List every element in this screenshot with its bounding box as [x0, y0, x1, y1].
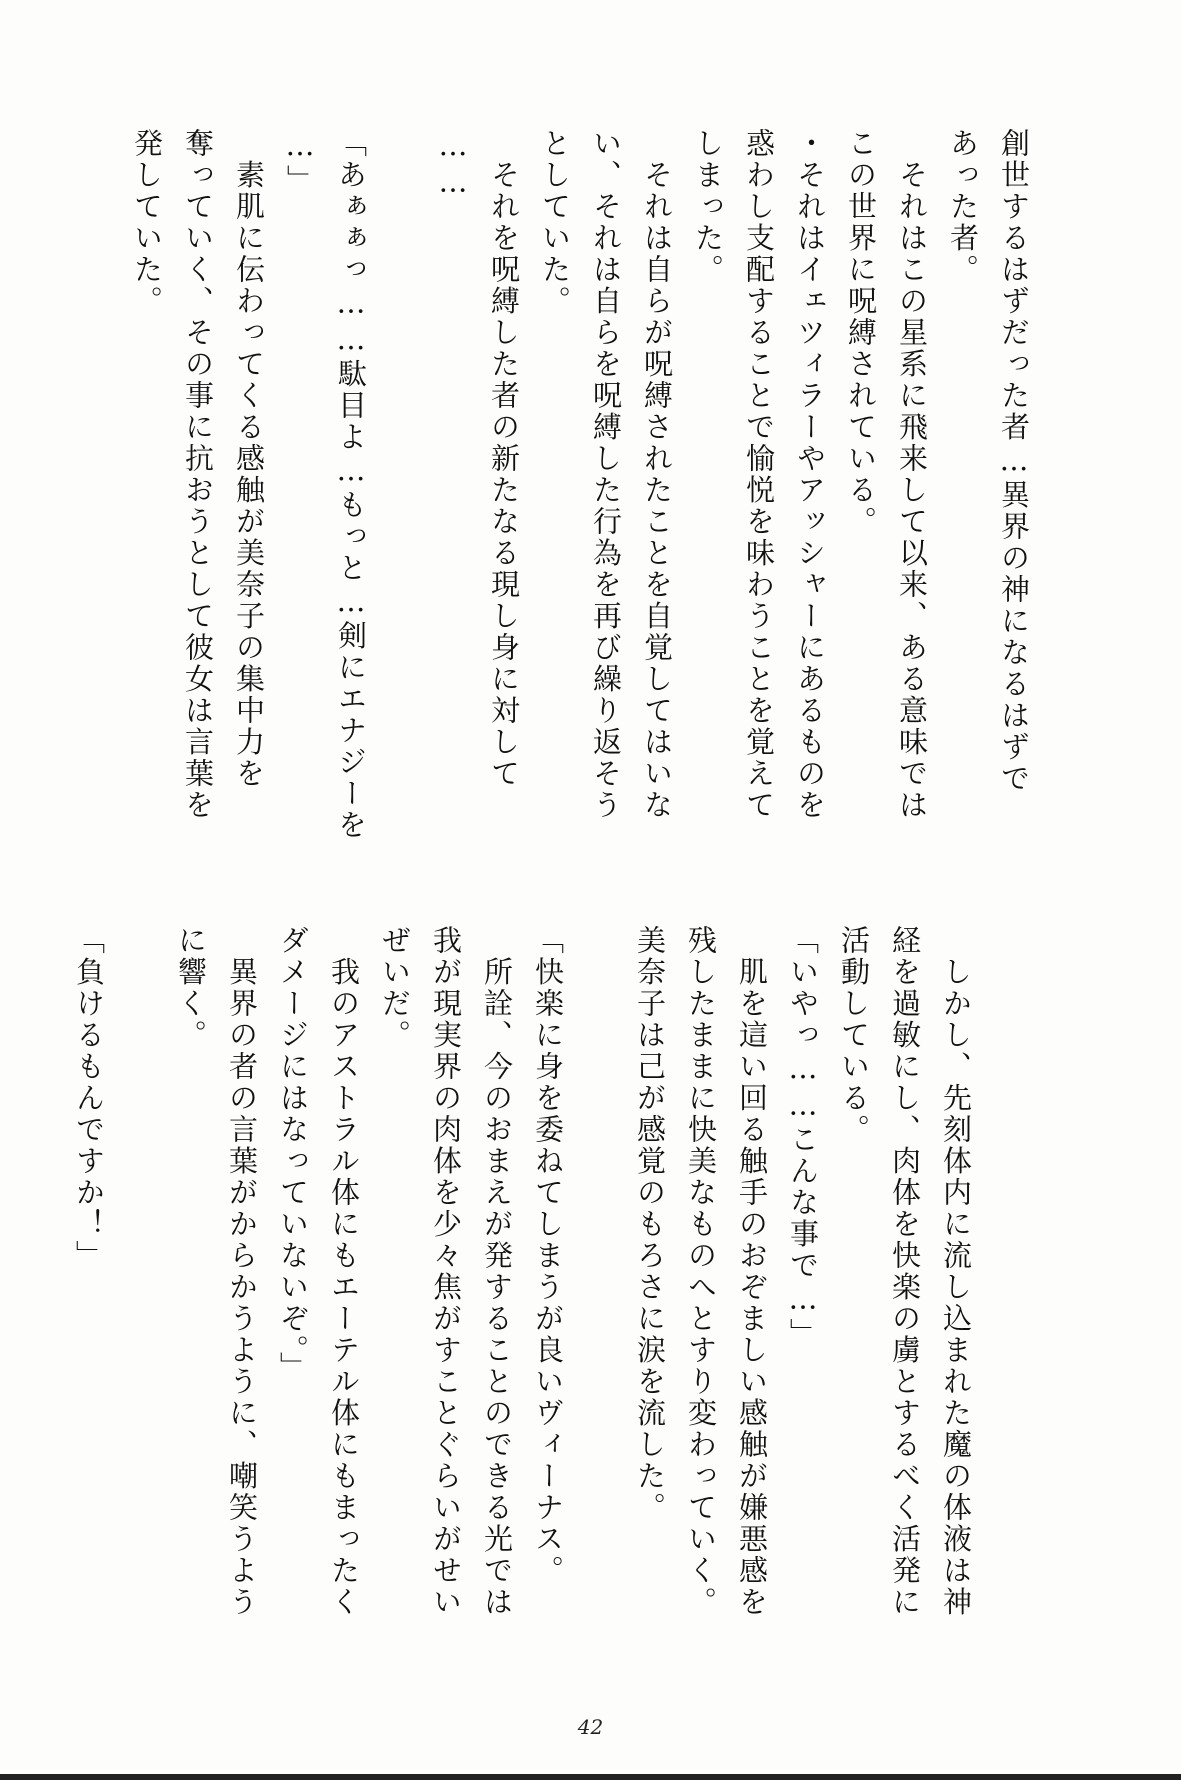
- text-line: 経を過敏にし、肉体を快楽の虜とするべく活発に: [888, 925, 922, 1618]
- text-line: 「快楽に身を委ねてしまうが良いヴィーナス。: [531, 925, 565, 1587]
- text-line: 美奈子は己が感覚のもろさに涙を流した。: [633, 925, 667, 1524]
- text-line: い、それは自らを呪縛した行為を再び繰り返そう: [589, 128, 623, 821]
- text-line: ……: [436, 128, 470, 201]
- text-line: しまった。: [691, 128, 725, 286]
- text-line: としていた。: [538, 128, 572, 317]
- text-line: 発していた。: [130, 128, 164, 317]
- text-line: 我が現実界の肉体を少々焦がすことぐらいがせい: [429, 925, 463, 1618]
- text-line: 惑わし支配することで愉悦を味わうことを覚えて: [742, 128, 776, 821]
- text-line: あった者。: [946, 128, 980, 286]
- text-line: 「あぁぁっ……駄目よ…もっと…剣にエナジーを: [334, 128, 368, 841]
- text-line: 所詮、今のおまえが発することのできる光では: [480, 925, 514, 1618]
- text-line: この世界に呪縛されている。: [844, 128, 878, 538]
- blank-line: [376, 128, 427, 868]
- text-line: しかし、先刻体内に流し込まれた魔の体液は神: [939, 925, 973, 1618]
- blank-line: [573, 925, 624, 1655]
- text-line: …」: [283, 128, 317, 196]
- text-line: に響く。: [174, 925, 208, 1051]
- text-line: 「負けるもんですか！」: [72, 925, 106, 1272]
- text-line: ・それはイェツィラーやアッシャーにあるものを: [793, 128, 827, 821]
- lower-text-block: [63, 925, 981, 1655]
- text-line: それを呪縛した者の新たなる現し身に対して: [487, 128, 521, 790]
- text-line: 創世するはずだった者…異界の神になるはずで: [997, 128, 1031, 795]
- page-number: 42: [577, 1715, 604, 1739]
- text-line: 「いやっ……こんな事で…」: [786, 925, 820, 1350]
- upper-text-block: [121, 128, 1039, 868]
- text-line: 肌を這い回る触手のおぞましい感触が嫌悪感を: [735, 925, 769, 1618]
- text-line: 異界の者の言葉がからかうように、嘲笑うよう: [225, 925, 259, 1618]
- text-line: 奪っていく、その事に抗おうとして彼女は言葉を: [181, 128, 215, 821]
- text-line: ぜいだ。: [378, 925, 412, 1051]
- blank-line: [114, 925, 165, 1655]
- text-line: それはこの星系に飛来して以来、ある意味では: [895, 128, 929, 821]
- scan-edge: [0, 1774, 1181, 1780]
- text-line: 素肌に伝わってくる感触が美奈子の集中力を: [232, 128, 266, 790]
- text-line: 残したままに快美なものへとすり変わっていく。: [684, 925, 718, 1618]
- text-line: 活動している。: [837, 925, 871, 1146]
- text-line: 我のアストラル体にもエーテル体にもまったく: [327, 925, 361, 1618]
- text-line: ダメージにはなっていないぞ。」: [276, 925, 310, 1383]
- text-line: それは自らが呪縛されたことを自覚してはいな: [640, 128, 674, 821]
